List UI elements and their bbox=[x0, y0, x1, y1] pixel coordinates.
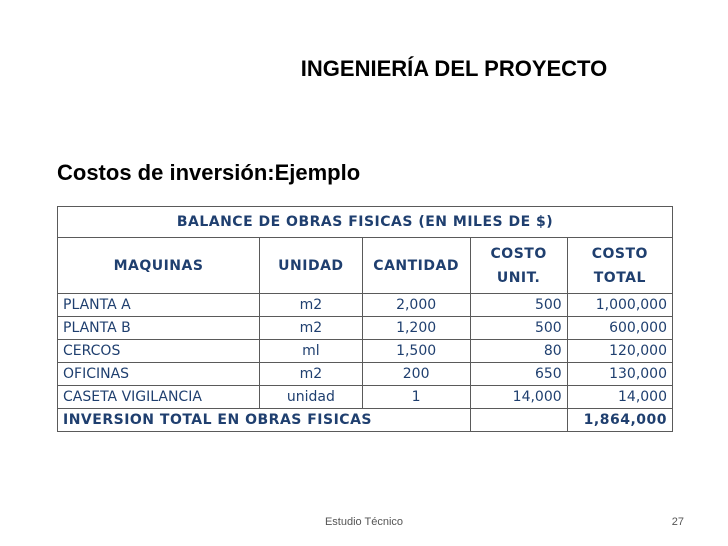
total-empty-cell bbox=[470, 409, 567, 432]
table-row bbox=[58, 386, 673, 409]
cell-unit: ml bbox=[260, 340, 363, 363]
header-unidad: UNIDAD bbox=[260, 238, 363, 294]
footer-label: Estudio Técnico bbox=[324, 516, 404, 528]
cell-unit: m2 bbox=[260, 317, 363, 340]
slide-title: INGENIERÍA DEL PROYECTO bbox=[300, 56, 608, 81]
header-maquinas: MAQUINAS bbox=[58, 238, 260, 294]
table-row bbox=[58, 363, 673, 386]
cell-name: OFICINAS bbox=[58, 363, 260, 386]
cell-price: 650 bbox=[470, 363, 567, 386]
table-header-row bbox=[58, 238, 673, 294]
cell-price: 500 bbox=[470, 317, 567, 340]
cell-qty: 1,500 bbox=[362, 340, 470, 363]
cell-name: PLANTA B bbox=[58, 317, 260, 340]
header-costo-unit-line1: COSTO bbox=[490, 245, 547, 262]
balance-table bbox=[57, 206, 673, 432]
cell-price: 14,000 bbox=[470, 386, 567, 409]
header-costo-total-line2: TOTAL bbox=[593, 269, 646, 286]
slide-subtitle: Costos de inversión:Ejemplo bbox=[57, 160, 361, 185]
page-number: 27 bbox=[671, 516, 684, 528]
table-row bbox=[58, 294, 673, 317]
cell-qty: 1,200 bbox=[362, 317, 470, 340]
table-caption-row bbox=[58, 207, 673, 238]
header-costo-total bbox=[567, 238, 672, 294]
cell-qty: 1 bbox=[362, 386, 470, 409]
cell-name: CERCOS bbox=[58, 340, 260, 363]
table-row bbox=[58, 317, 673, 340]
cell-unit: unidad bbox=[260, 386, 363, 409]
header-costo-unit-line2: UNIT. bbox=[496, 269, 541, 286]
cell-unit: m2 bbox=[260, 363, 363, 386]
total-value: 1,864,000 bbox=[567, 409, 672, 432]
cell-total: 130,000 bbox=[567, 363, 672, 386]
cell-total: 14,000 bbox=[567, 386, 672, 409]
cell-total: 600,000 bbox=[567, 317, 672, 340]
total-label: INVERSION TOTAL EN OBRAS FISICAS bbox=[58, 409, 471, 432]
table-row bbox=[58, 340, 673, 363]
cell-name: PLANTA A bbox=[58, 294, 260, 317]
cell-total: 120,000 bbox=[567, 340, 672, 363]
table-caption: BALANCE DE OBRAS FISICAS (EN MILES DE $) bbox=[58, 207, 673, 238]
cell-total: 1,000,000 bbox=[567, 294, 672, 317]
total-row bbox=[58, 409, 673, 432]
cell-name: CASETA VIGILANCIA bbox=[58, 386, 260, 409]
header-costo-unit bbox=[470, 238, 567, 294]
header-costo-total-line1: COSTO bbox=[591, 245, 648, 262]
cell-price: 80 bbox=[470, 340, 567, 363]
cell-unit: m2 bbox=[260, 294, 363, 317]
cell-qty: 200 bbox=[362, 363, 470, 386]
cell-price: 500 bbox=[470, 294, 567, 317]
cell-qty: 2,000 bbox=[362, 294, 470, 317]
header-cantidad: CANTIDAD bbox=[362, 238, 470, 294]
